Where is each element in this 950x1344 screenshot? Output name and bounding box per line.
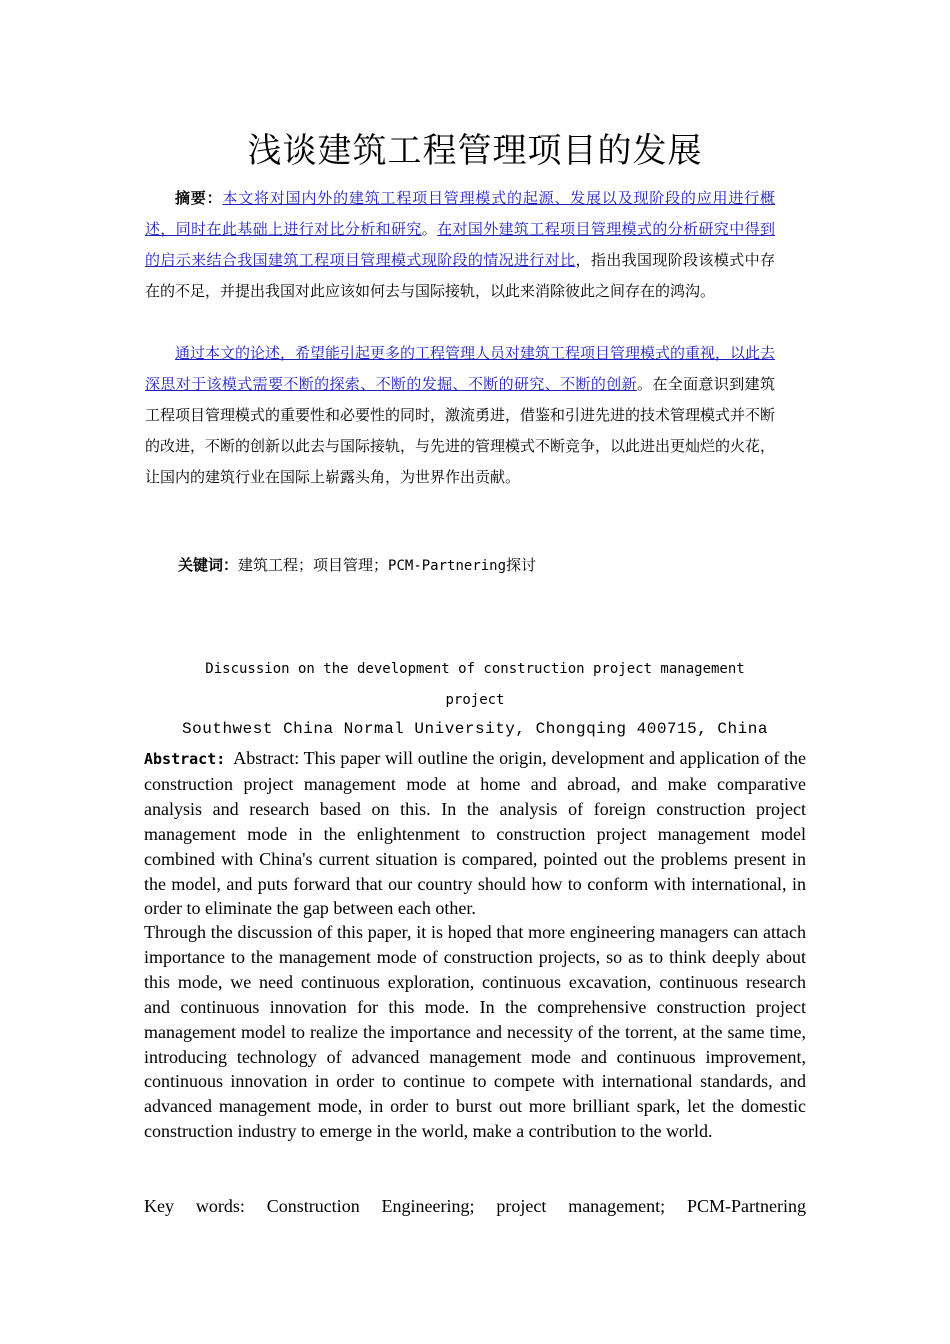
en-abstract-text-1: Abstract: This paper will outline the origin, development and application of the construction project management mode at home and abroad, and make comparative analysis and research based on this. In the analysis of foreign construction project management mode in the enlightenment to construction project management model combined with China's current situation is compared, pointed out the problems present in the model, and puts forward that our country should how to conform with international, in order to eliminate the gap between each other.: [144, 748, 806, 919]
cn-abstract-paragraph-2: [145, 338, 775, 493]
en-abstract-paragraph-2: [144, 920, 806, 1144]
english-title: [145, 654, 805, 716]
english-affiliation: Southwest China Normal University, Chongqing 400715, China: [182, 720, 768, 738]
en-abstract-paragraph-1: [144, 746, 806, 921]
cn-keywords-text-3: 探讨: [506, 556, 537, 574]
cn-abstract-text-2: 。在全面意识到建筑工程项目管理模式的重要性和必要性的同时，激流勇进，借鉴和引进先进的技术管理模式并不断的改进，不断的创新以此去与国际接轨，与先进的管理模式不断竞争，以此进出更灿烂的火花，让国内的建筑行业在国际上崭露头角，为世界作出贡献。: [145, 375, 776, 486]
cn-keywords-label: 关键词：: [178, 556, 239, 574]
cn-keywords: [178, 552, 536, 579]
cn-abstract-paragraph-1: [145, 183, 775, 307]
english-title-line-2: project: [445, 692, 505, 708]
en-abstract-label: Abstract:: [144, 750, 226, 768]
cn-abstract-link-2[interactable]: 在对国外建筑工程项目管理模式的分析研究中得到的启示来结合我国建筑工程项目管理模式现阶段的情况进行对比: [145, 220, 775, 269]
cn-abstract-label: 摘要：: [175, 189, 223, 207]
cn-abstract-separator: 。: [421, 220, 438, 238]
cn-keywords-text-2: PCM-Partnering: [388, 558, 507, 574]
cn-abstract-text-1: ，指出我国现阶段该模式中存在的不足，并提出我国对此应该如何去与国际接轨，以此来消除彼此之间存在的鸿沟。: [145, 251, 775, 300]
en-abstract-text-2: Through the discussion of this paper, it is hoped that more engineering managers can attach importance to the management mode of construction projects, so as to think deeply about this mode, we need continuous exploration, continuous excavation, continuous research and continuous innovation for this mode. In the comprehensive construction project management model to realize the importance and necessity of the torrent, at the same time, introducing technology of advanced management mode and continuous improvement, continuous innovation in order to continue to compete with international standards, and advanced management mode, in order to burst out more brilliant spark, let the domestic construction industry to emerge in the world, make a contribution to the world.: [144, 922, 806, 1142]
page-title: 浅谈建筑工程管理项目的发展: [247, 131, 703, 171]
cn-abstract-link-3[interactable]: 通过本文的论述，希望能引起更多的工程管理人员对建筑工程项目管理模式的重视，以此去深思对于该模式需要不断的探索、不断的发掘、不断的研究、不断的创新: [145, 344, 776, 393]
cn-keywords-text-1: 建筑工程；项目管理；: [238, 556, 389, 574]
en-keywords: Key words: Construction Engineering; project management; PCM-Partnering: [144, 1196, 806, 1216]
english-title-line-1: Discussion on the development of construction project management: [205, 661, 745, 677]
cn-abstract-link-1[interactable]: 本文将对国内外的建筑工程项目管理模式的起源、发展以及现阶段的应用进行概述，同时在此基础上进行对比分析和研究: [145, 189, 775, 238]
